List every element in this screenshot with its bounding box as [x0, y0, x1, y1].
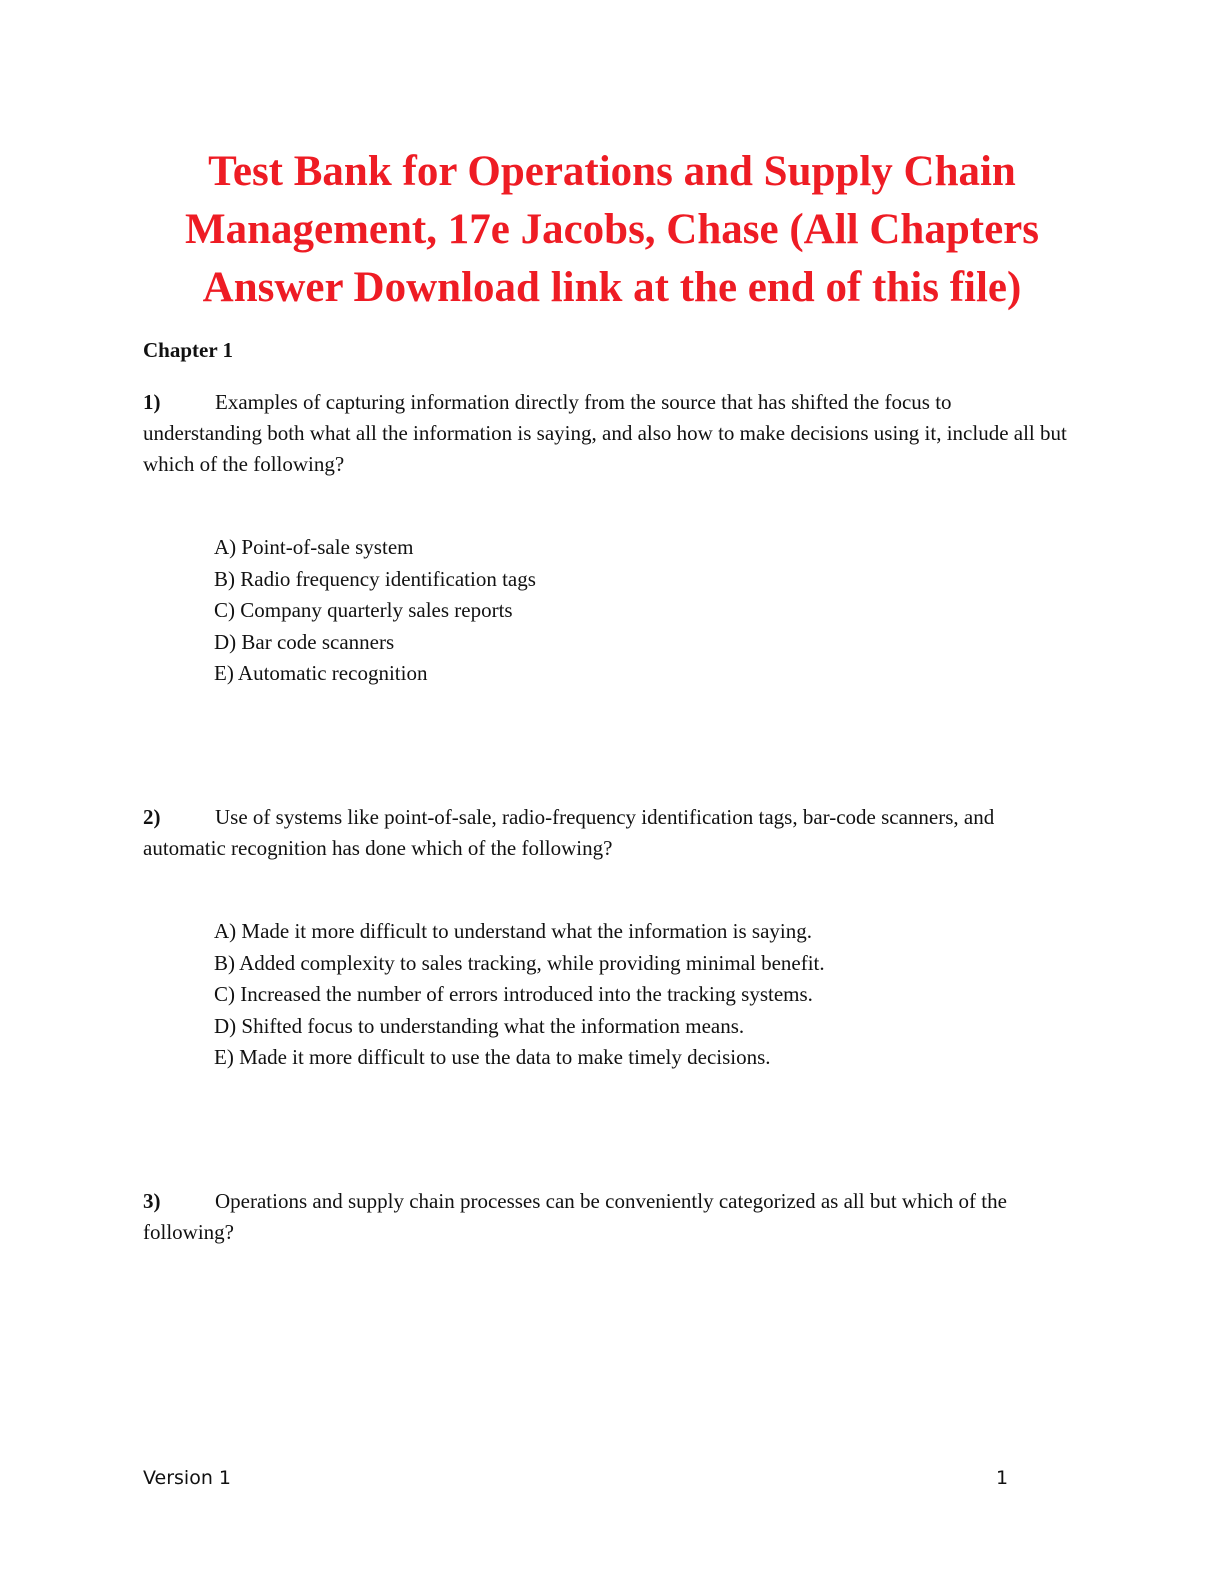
title-line-2: Management, 17e Jacobs, Chase (All Chapters: [185, 206, 1039, 253]
question-number: 3): [143, 1189, 161, 1213]
choice-e: E) Automatic recognition: [214, 661, 428, 685]
question-text: Operations and supply chain processes can be conveniently categorized as all but which of the following?: [143, 1189, 1007, 1244]
question-2: [143, 802, 1073, 864]
chapter-heading: Chapter 1: [143, 338, 234, 362]
footer-version: Version 1: [143, 1467, 231, 1489]
document-title: [143, 143, 1081, 317]
title-line-3: Answer Download link at the end of this file): [202, 264, 1022, 311]
question-number: 1): [143, 390, 161, 414]
choice-d: D) Bar code scanners: [214, 629, 395, 654]
page-number: 1: [996, 1467, 1009, 1489]
question-1-choices: [214, 532, 536, 690]
choice-b: B) Radio frequency identification tags: [214, 566, 536, 591]
question-text: Use of systems like point-of-sale, radio-frequency identification tags, bar-code scanners, and automatic recognition has done which of the following?: [143, 805, 995, 860]
choice-a: A) Point-of-sale system: [214, 535, 414, 559]
choice-d: D) Shifted focus to understanding what the information means.: [214, 1013, 745, 1038]
choice-a: A) Made it more difficult to understand what the information is saying.: [214, 919, 812, 943]
choice-b: B) Added complexity to sales tracking, while providing minimal benefit.: [214, 950, 825, 975]
question-3: [143, 1186, 1073, 1248]
question-number: 2): [143, 805, 161, 829]
question-2-choices: [214, 916, 825, 1074]
choice-c: C) Increased the number of errors introduced into the tracking systems.: [214, 982, 813, 1006]
title-line-1: Test Bank for Operations and Supply Chain: [208, 148, 1016, 195]
question-text: Examples of capturing information directly from the source that has shifted the focus to understanding both what all the information is saying, and also how to make decisions using it, include all but which of the following?: [143, 390, 1067, 476]
choice-e: E) Made it more difficult to use the data to make timely decisions.: [214, 1045, 771, 1069]
choice-c: C) Company quarterly sales reports: [214, 598, 513, 622]
question-1: [143, 387, 1073, 480]
